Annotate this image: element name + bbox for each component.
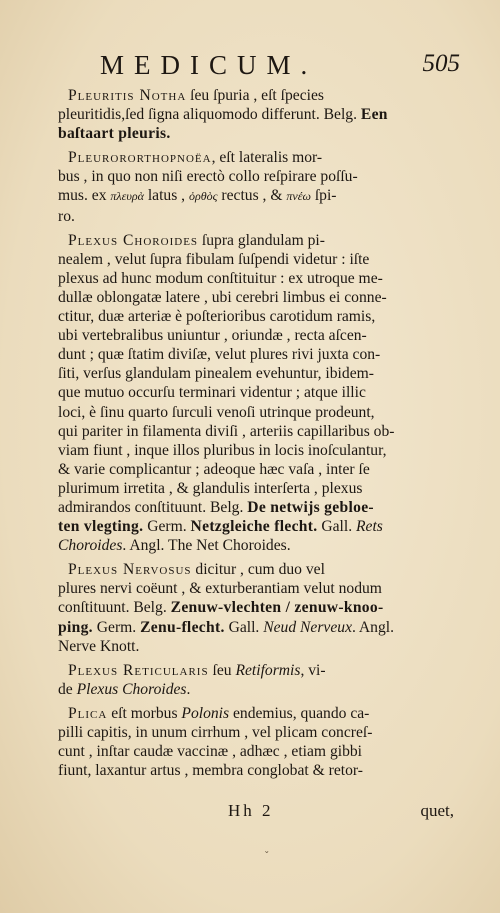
text-segment: baſtaart pleuris. xyxy=(58,125,171,143)
text-segment: ſupra glandulam pi- xyxy=(198,231,325,249)
text-segment: plexus ad hunc modum conſtituitur : ex utroque me- xyxy=(58,269,383,287)
running-head: MEDICUM. xyxy=(100,50,318,80)
text-segment: bus , in quo non niſi erectò collo reſpirare poſſu- xyxy=(58,168,358,186)
catchword: quet, xyxy=(420,801,454,820)
text-line xyxy=(58,661,454,680)
text-line xyxy=(58,148,454,167)
dictionary-entry xyxy=(58,231,454,556)
text-segment: Germ. xyxy=(92,618,141,636)
text-segment: ping. xyxy=(58,618,93,636)
text-line xyxy=(58,288,454,307)
text-line xyxy=(58,498,454,517)
text-line xyxy=(58,560,454,579)
text-segment: ro. xyxy=(58,207,75,225)
text-segment: eſt morbus xyxy=(107,704,182,722)
text-segment: . Angl. The Net Choroides. xyxy=(122,537,291,555)
text-segment: pilli capitis, in unum cirrhum , vel plicam concreſ- xyxy=(58,724,373,741)
dictionary-entry xyxy=(58,560,454,655)
text-segment: Rets xyxy=(356,518,383,536)
text-line xyxy=(58,326,454,345)
text-segment: ſeu ſpuria , eſt ſpecies xyxy=(186,87,324,104)
text-line xyxy=(58,269,454,288)
text-segment: plures nervi coëunt , & exturberantiam velut nodum xyxy=(58,580,382,598)
text-line xyxy=(58,637,454,656)
text-segment: Nerve Knott. xyxy=(58,637,140,655)
text-segment: que mutuo occurſu terminari videntur ; atque illic xyxy=(58,384,366,402)
text-segment: cunt , inſtar caudæ vaccinæ , adhæc , etiam gibbi xyxy=(58,743,362,761)
text-line xyxy=(58,704,454,723)
text-segment: conſtituunt. Belg. xyxy=(58,599,171,617)
text-line xyxy=(58,124,454,143)
text-line xyxy=(58,307,454,326)
text-segment: . Angl. xyxy=(351,618,395,636)
dictionary-entry xyxy=(58,86,454,143)
text-segment: admirandos conſtituunt. Belg. xyxy=(58,498,248,516)
text-line xyxy=(58,460,454,479)
text-line xyxy=(58,680,454,699)
entry-headword: Pleurororthopnoëa xyxy=(68,149,212,167)
text-segment: de xyxy=(58,680,77,698)
text-line xyxy=(58,403,454,422)
text-segment: qui pariter in filamenta diviſi , arteriis capillaribus ob- xyxy=(58,422,395,440)
text-segment: ten vlegting. xyxy=(58,518,144,536)
text-segment: nealem , velut ſupra fibulam ſuſpendi videtur : iſte xyxy=(58,250,370,268)
dictionary-entry xyxy=(58,148,454,225)
text-line xyxy=(58,250,454,269)
text-segment: endemius, quando ca- xyxy=(229,704,370,722)
text-segment: fiunt, laxantur artus , membra conglobat & retor- xyxy=(58,762,363,780)
text-segment: rectus , & xyxy=(217,187,287,205)
text-segment: latus , xyxy=(143,187,189,205)
text-segment: ὀρθὸς xyxy=(188,189,218,204)
entry-headword: Plexus Nervosus xyxy=(68,561,192,579)
text-line xyxy=(58,536,454,555)
text-line xyxy=(58,742,454,761)
entry-headword: Pleuritis Notha xyxy=(68,87,187,104)
text-segment: . xyxy=(186,680,191,698)
entry-headword: Plica xyxy=(68,704,108,722)
text-line xyxy=(58,345,454,364)
text-segment: Zenuw-vlechten / zenuw-knoo- xyxy=(170,599,384,617)
text-line xyxy=(58,598,454,617)
text-segment: Germ. xyxy=(143,518,191,536)
text-line xyxy=(58,364,454,383)
text-segment: πνέω xyxy=(286,189,311,204)
text-segment: Zenu-flecht. xyxy=(140,618,225,636)
page-header xyxy=(0,50,500,84)
text-line xyxy=(58,618,454,637)
text-segment: πλευρὰ xyxy=(110,189,144,204)
text-segment: Choroides xyxy=(58,537,123,555)
text-segment: De netwijs gebloe- xyxy=(247,498,374,516)
paper-speck: ˇ xyxy=(264,850,270,863)
page-footer xyxy=(0,801,500,825)
text-line xyxy=(58,167,454,186)
text-line xyxy=(58,517,454,536)
text-line xyxy=(58,579,454,598)
page-number: 505 xyxy=(422,50,460,77)
text-segment: mus. ex xyxy=(58,187,111,205)
text-segment: , vi- xyxy=(300,661,326,679)
text-line xyxy=(58,231,454,250)
text-segment: Neud Nerveux xyxy=(263,618,352,636)
text-segment: viam fiunt , inque illos pluribus in locis inoſculantur, xyxy=(58,441,387,459)
text-line xyxy=(58,186,454,206)
signature-mark: Hh 2 xyxy=(228,801,274,820)
text-segment: Retiformis xyxy=(235,661,301,679)
text-segment: Polonis xyxy=(181,704,230,722)
text-line xyxy=(58,383,454,402)
entry-headword: Plexus Choroides xyxy=(68,231,199,249)
text-segment: ſpi- xyxy=(310,187,337,205)
text-segment: ubi vertebralibus uniuntur , oriundæ , recta aſcen- xyxy=(58,327,367,345)
text-line xyxy=(58,86,454,105)
entry-headword: Plexus Reticularis xyxy=(68,661,209,679)
text-segment: dullæ oblongatæ latere , ubi cerebri limbus ei conne- xyxy=(58,288,387,306)
text-segment: plurimum irretita , & glandulis interſerta , plexus xyxy=(58,479,363,497)
text-segment: Netzgleiche flecht. xyxy=(190,518,318,536)
text-line xyxy=(58,105,454,124)
text-line xyxy=(58,723,454,742)
text-segment: , eſt lateralis mor- xyxy=(211,149,323,167)
text-line xyxy=(58,761,454,780)
text-segment: Een xyxy=(360,106,388,124)
text-segment: dunt ; quæ ſtatim diviſæ, velut plures rivi juxta con- xyxy=(58,346,381,364)
text-segment: ſiti, verſus glandulam pinealem evehuntur, ibidem- xyxy=(58,365,374,383)
text-line xyxy=(58,207,454,226)
text-segment: Plexus Choroides xyxy=(76,680,187,698)
text-segment: pleuritidis,ſed ſigna aliquomodo differunt. Belg. xyxy=(58,106,361,124)
text-segment: ſeu xyxy=(208,661,236,679)
dictionary-entries xyxy=(58,86,454,785)
dictionary-entry xyxy=(58,661,454,699)
text-segment: dicitur , cum duo vel xyxy=(191,561,325,579)
text-segment: loci, è ſinu quarto ſurculi venoſi utrinque prodeunt, xyxy=(58,403,375,421)
text-segment: Gall. xyxy=(317,518,357,536)
dictionary-entry xyxy=(58,704,454,780)
text-segment: Gall. xyxy=(224,618,264,636)
text-line xyxy=(58,441,454,460)
text-line xyxy=(58,479,454,498)
text-segment: ctitur, duæ arteriæ è poſterioribus carotidum ramis, xyxy=(58,308,376,326)
text-segment: & varie complicantur ; adeoque hæc vaſa , inter ſe xyxy=(58,460,370,478)
text-line xyxy=(58,422,454,441)
